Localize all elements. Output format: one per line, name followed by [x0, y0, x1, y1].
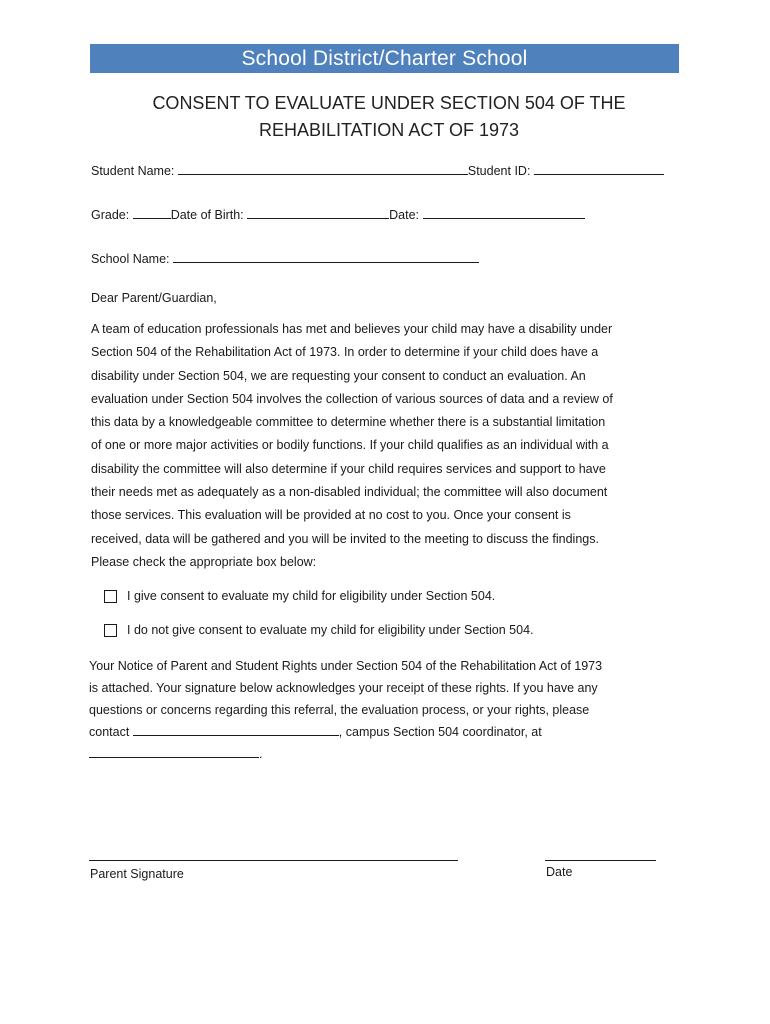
form-title-line-1: CONSENT TO EVALUATE UNDER SECTION 504 OF THE: [152, 93, 626, 113]
letter-body-line: their needs met as adequately as a non-disabled individual; the committee will also document: [91, 485, 608, 500]
school-name-label: School Name:: [91, 252, 170, 266]
form-title-line-2: REHABILITATION ACT OF 1973: [258, 120, 520, 140]
grade-field[interactable]: [133, 206, 171, 219]
date-label: Date:: [389, 208, 420, 222]
letter-body-line: disability under Section 504, we are requesting your consent to conduct an evaluation. An: [91, 368, 586, 383]
grade-label: Grade:: [91, 208, 130, 222]
rights-notice-line-2: is attached. Your signature below acknowledges your receipt of these rights. If you have any: [89, 681, 598, 695]
signature-date-label: Date: [546, 865, 573, 879]
rights-notice-line-3: questions or concerns regarding this referral, the evaluation process, or your rights, please: [89, 703, 590, 717]
coordinator-contact-field[interactable]: [89, 745, 259, 758]
coordinator-text: , campus Section 504 coordinator, at: [338, 725, 542, 739]
grade-dob-row: [91, 206, 585, 223]
student-info-row: [91, 162, 664, 179]
student-name-label: Student Name:: [91, 164, 175, 178]
give-consent-option[interactable]: [104, 588, 495, 604]
dob-label: Date of Birth:: [170, 208, 244, 222]
rights-notice-line-1: Your Notice of Parent and Student Rights under Section 504 of the Rehabilitation Act of 1973: [89, 659, 603, 673]
letter-body-line: of one or more major activities or bodily functions. If your child qualifies as an individual with a: [91, 438, 609, 453]
letter-body-line: Please check the appropriate box below:: [91, 554, 317, 569]
student-name-field[interactable]: [178, 162, 468, 175]
letter-body-line: evaluation under Section 504 involves the collection of various sources of data and a review of: [91, 391, 613, 406]
dob-field[interactable]: [247, 206, 389, 219]
school-name-field[interactable]: [173, 250, 479, 263]
signature-date-field[interactable]: [545, 860, 656, 861]
date-field[interactable]: [423, 206, 585, 219]
letter-body-line: those services. This evaluation will be provided at no cost to you. Once your consent is: [91, 508, 571, 523]
student-id-field[interactable]: [534, 162, 664, 175]
letter-body-line: Section 504 of the Rehabilitation Act of 1973. In order to determine if your child does have a: [91, 345, 599, 360]
letter-greeting: Dear Parent/Guardian,: [91, 291, 217, 305]
parent-signature-label: Parent Signature: [90, 867, 184, 881]
letter-body-line: this data by a knowledgeable committee to determine whether there is a substantial limitation: [91, 415, 606, 430]
student-id-label: Student ID:: [467, 164, 531, 178]
form-title: [90, 90, 688, 144]
coordinator-name-field[interactable]: [133, 723, 339, 736]
parent-signature-field[interactable]: [89, 860, 458, 861]
letter-body-line: A team of education professionals has met and believes your child may have a disability under: [91, 322, 613, 336]
rights-notice-contact-line: [89, 721, 679, 743]
end-period: .: [259, 747, 263, 761]
no-consent-checkbox[interactable]: [104, 624, 117, 637]
give-consent-checkbox[interactable]: [104, 590, 117, 603]
letter-body: [91, 318, 681, 574]
letter-body-line: received, data will be gathered and you will be invited to the meeting to discuss the findings.: [91, 531, 599, 546]
no-consent-option[interactable]: [104, 622, 534, 638]
no-consent-label: I do not give consent to evaluate my child for eligibility under Section 504.: [127, 623, 534, 637]
district-banner: School District/Charter School: [90, 44, 679, 73]
give-consent-label: I give consent to evaluate my child for eligibility under Section 504.: [127, 589, 496, 603]
rights-notice-phone-line: [89, 743, 679, 765]
contact-label: contact: [89, 725, 130, 739]
rights-notice: [89, 655, 679, 765]
school-name-row: [91, 250, 479, 267]
letter-body-line: disability the committee will also determine if your child requires services and support to have: [91, 461, 606, 476]
